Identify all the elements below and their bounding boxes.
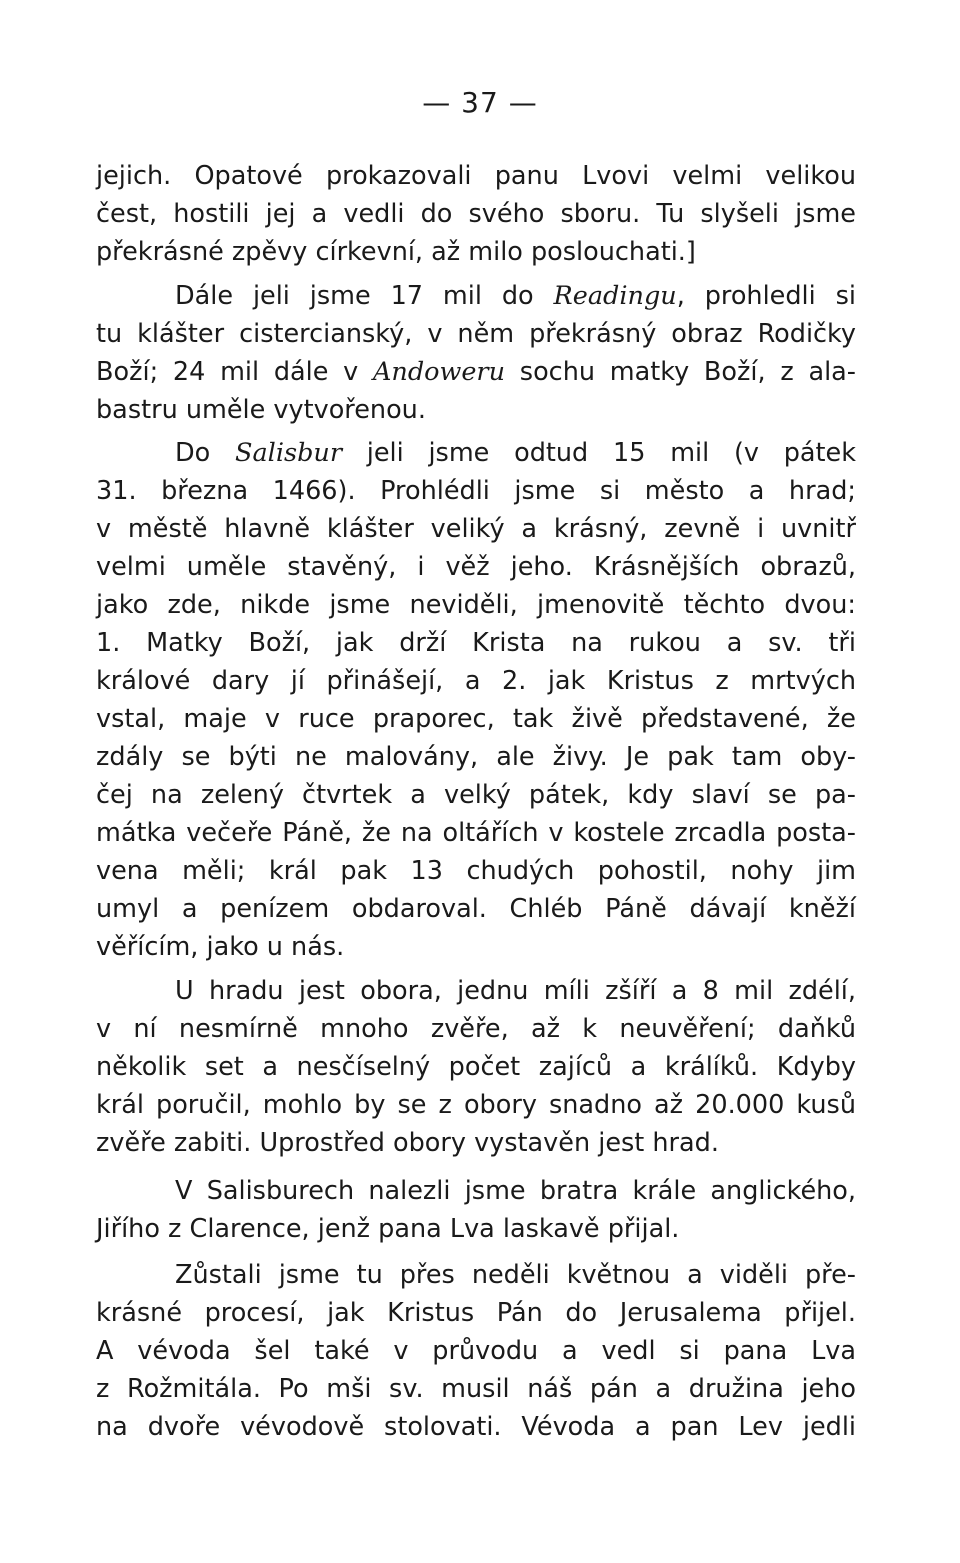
text-line: král poručil, mohlo by se z obory snadno až 20.000 kusů — [96, 1090, 856, 1120]
text-line: zvěře zabiti. Uprostřed obory vystavěn jest hrad. — [96, 1128, 719, 1158]
text-line: několik set a nesčíselný počet zajíců a králíků. Kdyby — [96, 1052, 856, 1082]
text-line: velmi uměle stavěný, i věž jeho. Krásnějších obrazů, — [96, 552, 856, 582]
text-line: jako zde, nikde jsme neviděli, jmenovitě těchto dvou: — [96, 590, 856, 620]
text-line: A vévoda šel také v průvodu a vedl si pana Lva — [96, 1336, 856, 1366]
text-span: jeli jsme odtud 15 mil (v pátek — [342, 438, 857, 468]
text-line: z Rožmitála. Po mši sv. musil náš pán a družina jeho — [96, 1374, 856, 1404]
text-span: sochu matky Boží, z ala- — [505, 357, 856, 387]
text-line: mátka večeře Páně, že na oltářích v kostele zrcadla posta- — [96, 818, 856, 848]
text-line — [175, 278, 856, 314]
text-line — [96, 354, 856, 390]
text-line: zdály se býti ne malovány, ale živy. Je pak tam oby- — [96, 742, 856, 772]
text-line: čest, hostili jej a vedli do svého sboru. Tu slyšeli jsme — [96, 199, 856, 229]
place-name-italic: Readingu — [553, 281, 677, 311]
text-span: Do — [175, 438, 235, 468]
text-line: jejich. Opatové prokazovali panu Lvovi velmi velikou — [96, 161, 856, 191]
text-line: na dvoře vévodově stolovati. Vévoda a pan Lev jedli — [96, 1412, 856, 1442]
text-span: Dále jeli jsme 17 mil do — [175, 281, 554, 311]
text-line: čej na zelený čtvrtek a velký pátek, kdy slaví se pa- — [96, 780, 856, 810]
text-line: 1. Matky Boží, jak drží Krista na rukou a sv. tři — [96, 628, 856, 658]
text-line: věřícím, jako u nás. — [96, 932, 345, 962]
text-line: tu klášter cisterciansk‎ý, v něm překrásný obraz Rodičky — [96, 319, 856, 349]
text-span: Boží; 24 mil dále v — [96, 357, 373, 387]
text-line: krásné procesí, jak Kristus Pán do Jerusalema přijel. — [96, 1298, 856, 1328]
text-line: vstal, maje v ruce praporec, tak živě představené, že — [96, 704, 856, 734]
text-line — [175, 435, 856, 471]
text-line: vena měli; král pak 13 chudých pohostil, nohy jim — [96, 856, 856, 886]
text-line: překrásné zpěvy církevní, až milo poslouchati.] — [96, 237, 696, 267]
text-line: 31. března 1466). Prohlédli jsme si město a hrad; — [96, 476, 856, 506]
text-line: umyl a penízem obdaroval. Chléb Páně dávají kněží — [96, 894, 856, 924]
place-name-italic: Salisbur — [235, 438, 343, 468]
text-span: , prohledli si — [676, 281, 856, 311]
text-line: V Salisburech nalezli jsme bratra krále anglického, — [175, 1176, 856, 1206]
text-line: U hradu jest obora, jednu míli zšíří a 8 mil zdélí, — [175, 976, 856, 1006]
page-number: — 37 — — [422, 86, 538, 119]
text-line: bastru uměle vytvořenou. — [96, 395, 426, 425]
text-line: králové dary jí přinášejí, a 2. jak Kristus z mrtvých — [96, 666, 856, 696]
text-line: v městě hlavně klášter veliký a krásný, zevně i uvnitř — [96, 514, 856, 544]
place-name-italic: Andoweru — [373, 357, 506, 387]
text-line: Jiřího z Clarence, jenž pana Lva laskavě přijal. — [96, 1214, 680, 1244]
text-line: Zůstali jsme tu přes neděli květnou a viděli pře- — [175, 1260, 856, 1290]
text-line: v ní nesmírně mnoho zvěře, až k neuvěření; daňků — [96, 1014, 856, 1044]
